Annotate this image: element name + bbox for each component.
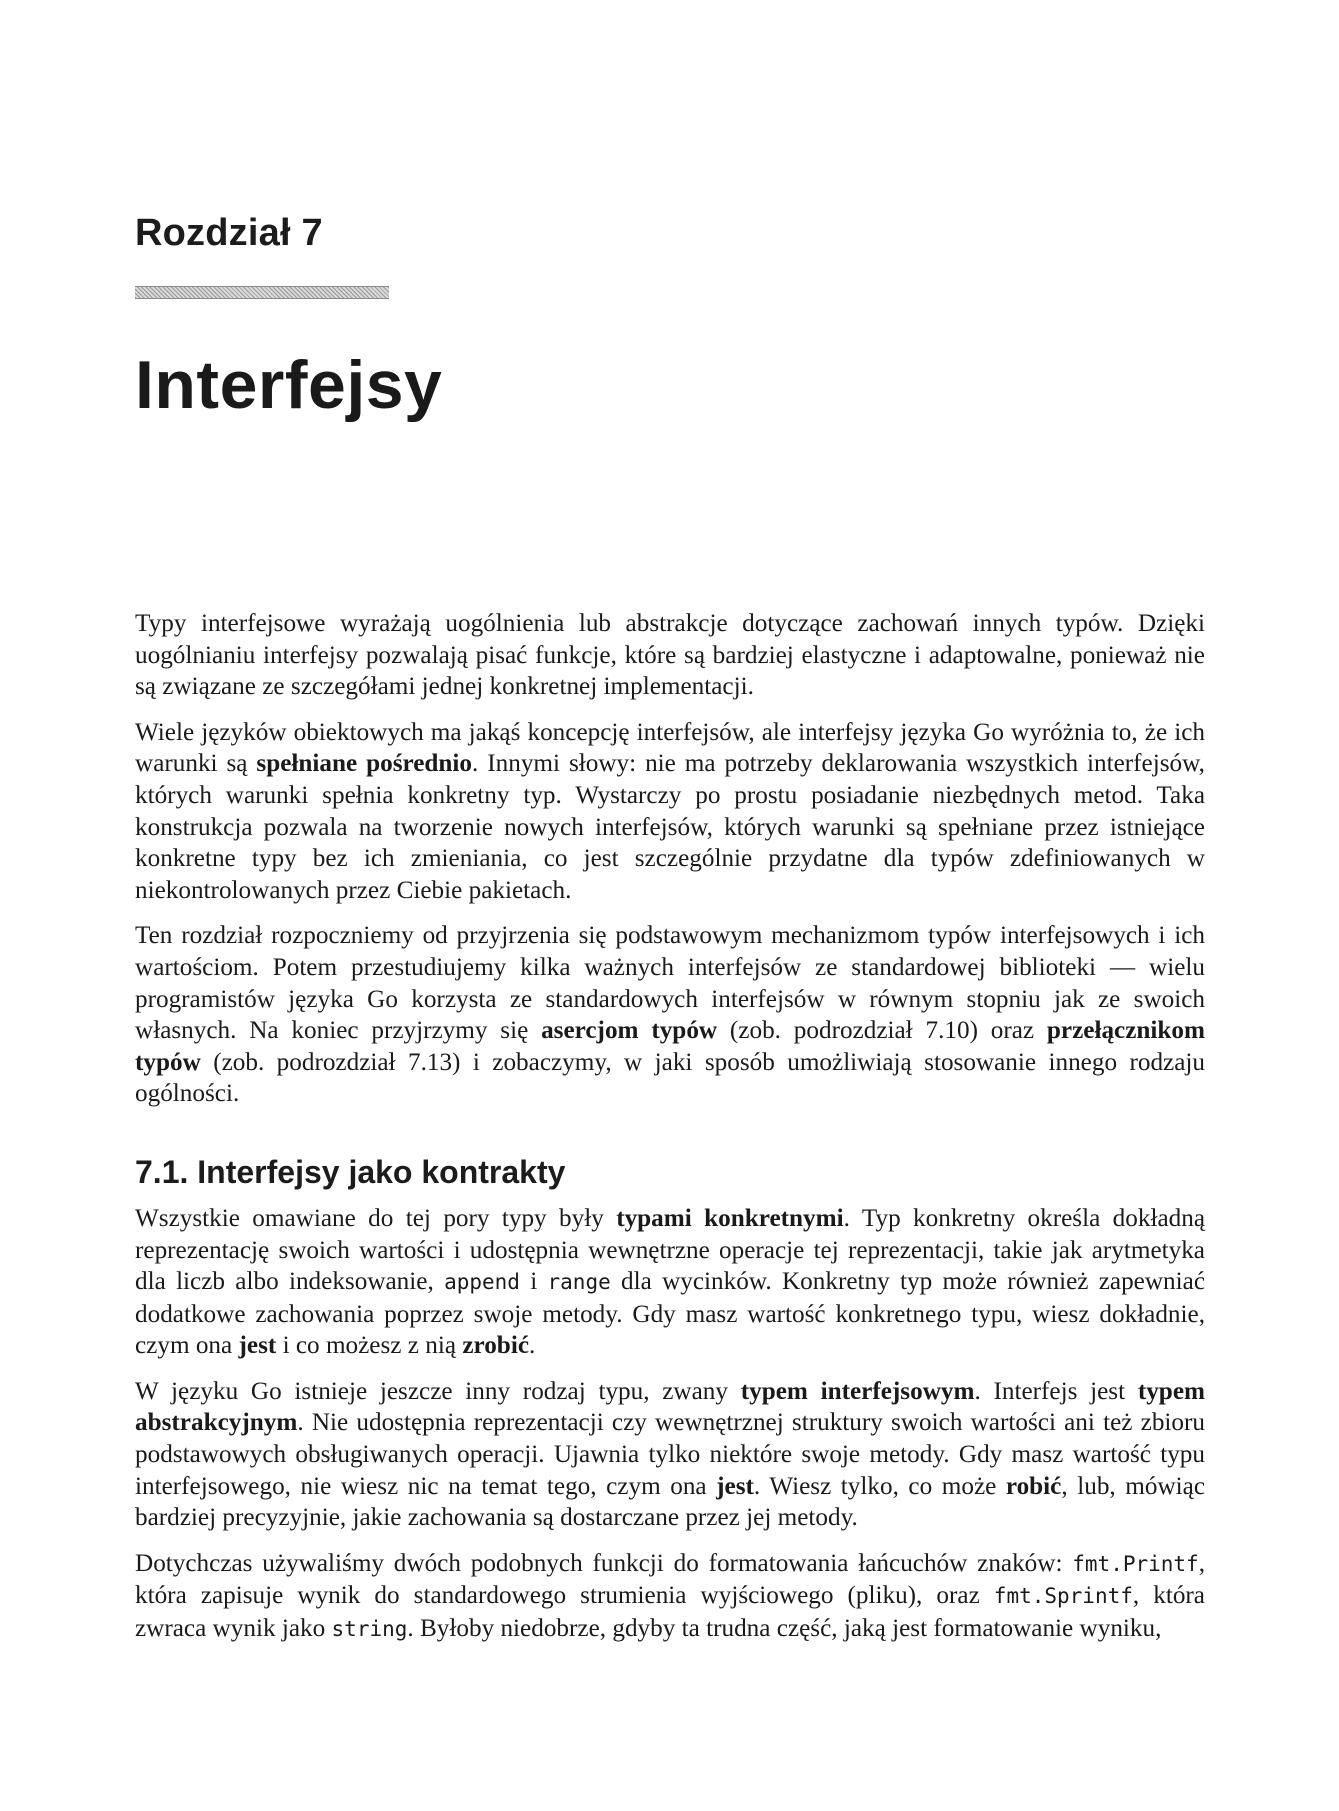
text-run: Wiele języków obiektowych ma jakąś koncepcję interfejsów, ale interfejsy języka Go wyróżnia to, że ich warunki są	[135, 718, 1205, 778]
term-bold: robić	[1005, 1472, 1062, 1500]
chapter-divider-rule	[135, 286, 389, 299]
code-inline: string	[331, 1617, 408, 1642]
term-bold: spełniane pośrednio	[256, 750, 473, 778]
term-bold: typem abstrakcyjnym	[135, 1377, 1205, 1437]
intro-paragraph-1: Typy interfejsowe wyrażają uogólnienia lub abstrakcje dotyczące zachowań innych typów. Dzięki uogólnianiu interfejsy pozwalają pisać funkcje, które są bardziej elastyczne i adaptowalne, ponieważ nie są związane ze szczegółami jednej konkretnej implementacji.	[135, 610, 1205, 701]
text-run: . Nie udostępnia reprezentacji czy wewnętrznej struktury swoich wartości ani też zbioru podstawowych obsługiwanych operacji. Ujawnia tylko niektóre swoje metody. Gdy masz wartość typu interfejsowego, nie wiesz nic na temat tego, czym ona	[135, 1409, 1205, 1500]
text-run: (zob. podrozdział 7.13) i zobaczymy, w jaki sposób umożliwiają stosowanie innego rodzaju ogólności.	[135, 1048, 1205, 1108]
code-inline: fmt.Sprintf	[993, 1584, 1133, 1609]
text-run: .	[529, 1332, 536, 1360]
intro-paragraph-2	[135, 717, 1205, 907]
code-inline: fmt.Printf	[1072, 1551, 1199, 1576]
code-inline: range	[547, 1270, 611, 1295]
term-bold: typami konkretnymi	[616, 1204, 844, 1232]
text-run: . Wiesz tylko, co może	[753, 1472, 1006, 1500]
text-run: Ten rozdział rozpoczniemy od przyjrzenia się podstawowym mechanizmom typów interfejsowych i ich wartościom. Potem przestudiujemy kilka ważnych interfejsów ze standardowej biblioteki — wielu programistów języka Go korzysta ze standardowych interfejsów w równym stopniu jak ze swoich własnych. Na koniec przyjrzymy się	[135, 922, 1205, 1045]
term-bold: przełącznikom typów	[135, 1017, 1206, 1076]
chapter-number: Rozdział 7	[135, 212, 323, 254]
section-paragraph-3	[135, 1548, 1205, 1646]
text-run: . Interfejs jest	[974, 1377, 1138, 1405]
intro-paragraph-3	[135, 920, 1205, 1110]
text-run: (zob. podrozdział 7.10) oraz	[717, 1017, 1047, 1045]
text-run: Wszystkie omawiane do tej pory typy były	[135, 1204, 617, 1232]
text-run: dla wycinków. Konkretny typ może również zapewniać dodatkowe zachowania poprzez swoje metody. Gdy masz wartość konkretnego typu, wiesz dokładnie, czym ona	[135, 1268, 1205, 1360]
section-paragraph-1	[135, 1203, 1205, 1362]
text-run: . Typ konkretny określa dokładną reprezentację swoich wartości i udostępnia wewnętrzne operacje tej reprezentacji, takie jak arytmetyka dla liczb albo indeksowanie,	[135, 1204, 1205, 1296]
term-bold: asercjom typów	[541, 1017, 718, 1045]
text-run: . Innymi słowy: nie ma potrzeby deklarowania wszystkich interfejsów, których warunki spełnia konkretny typ. Wystarczy po prostu posiadanie niezbędnych metod. Taka konstrukcja pozwala na tworzenie nowych interfejsów, których warunki są spełniane przez istniejące konkretne typy bez ich zmieniania, co jest szczególnie przydatne dla typów zdefiniowanych w niekontrolowanych przez Ciebie pakietach.	[135, 750, 1205, 904]
text-run: i co możesz z nią	[276, 1332, 463, 1360]
text-run: . Byłoby niedobrze, gdyby ta trudna część, jaką jest formatowanie wyniku,	[407, 1615, 1162, 1643]
chapter-title: Interfejsy	[135, 347, 443, 423]
code-inline: append	[444, 1270, 520, 1295]
body-text	[135, 608, 1205, 1660]
text-run: , lub, mówiąc bardziej precyzyjnie, jakie zachowania są dostarczane przez jej metody.	[135, 1472, 1205, 1532]
section-paragraph-2	[135, 1376, 1205, 1534]
term-bold: zrobić	[462, 1332, 529, 1360]
text-run: W języku Go istnieje jeszcze inny rodzaj typu, zwany	[135, 1377, 741, 1405]
term-bold: typem interfejsowym	[740, 1377, 975, 1405]
text-run: i	[519, 1268, 548, 1296]
term-bold: jest	[716, 1472, 754, 1500]
text-run: Dotychczas używaliśmy dwóch podobnych funkcji do formatowania łańcuchów znaków:	[135, 1549, 1073, 1577]
text-run: , która zwraca wynik jako	[135, 1582, 1205, 1643]
section-heading: 7.1. Interfejsy jako kontrakty	[135, 1153, 566, 1190]
text-run: , która zapisuje wynik do standardowego strumienia wyjściowego (pliku), oraz	[135, 1549, 1205, 1610]
term-bold: jest	[238, 1332, 277, 1360]
